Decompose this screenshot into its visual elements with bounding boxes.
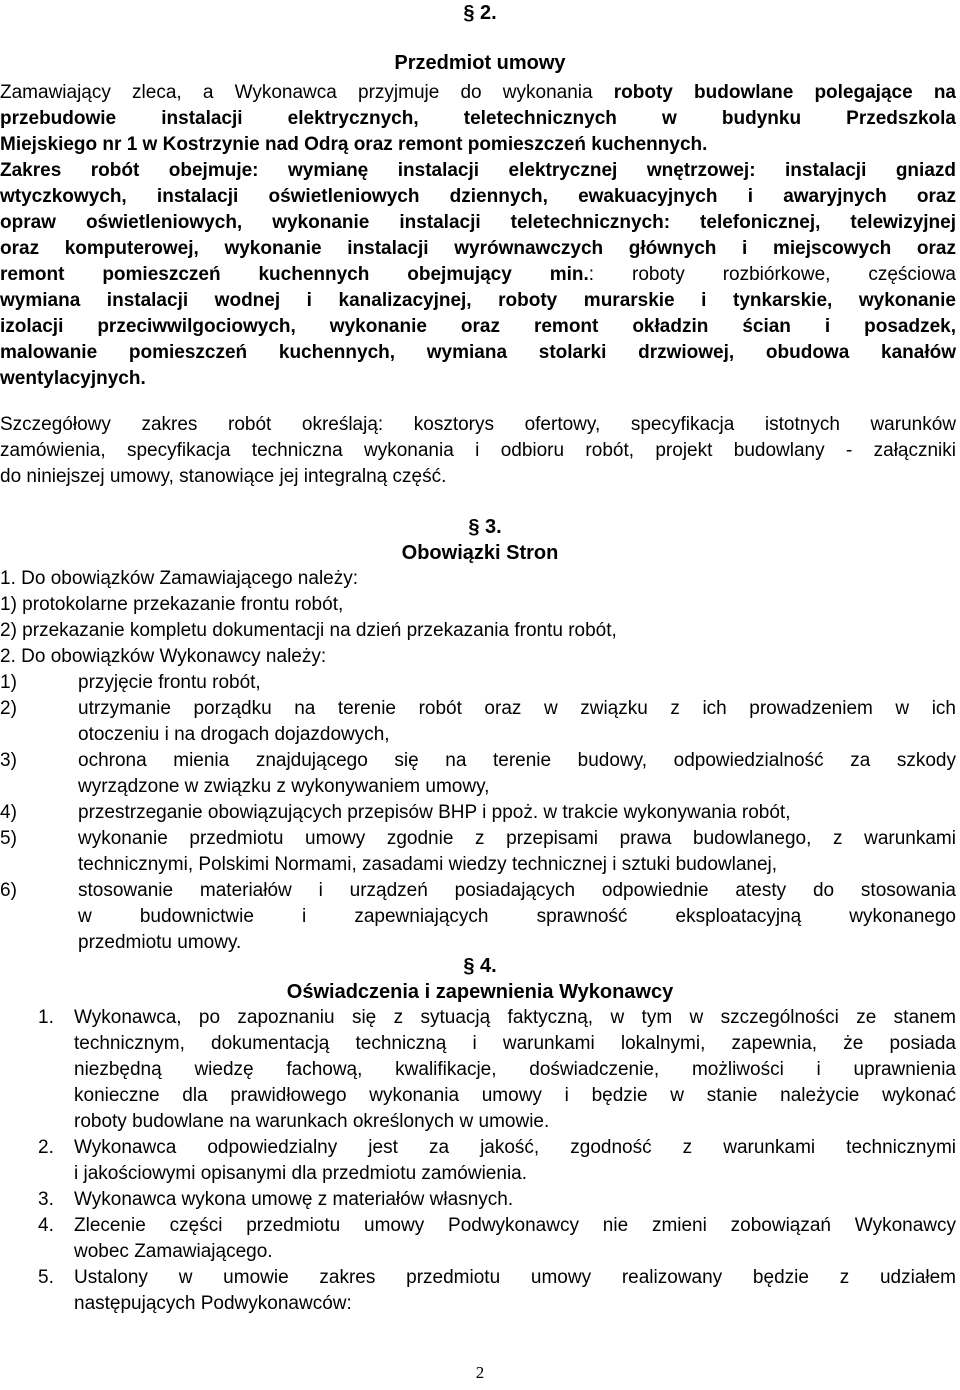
text-run: : roboty rozbiórkowe, częściowa — [588, 264, 956, 285]
item-text-line — [78, 904, 956, 930]
item-number — [0, 696, 17, 722]
item-text-line — [74, 1057, 956, 1083]
text-run: 4) — [0, 802, 17, 823]
text-run: w budownictwie i zapewniających sprawność eksploatacyjną wykonanego — [78, 906, 956, 927]
text-run: wobec Zamawiającego. — [74, 1241, 273, 1262]
text-run: następujących Podwykonawców: — [74, 1293, 352, 1314]
item-text-line — [78, 774, 956, 800]
section-4-title: Oświadczenia i zapewnienia Wykonawcy — [286, 981, 674, 1003]
paragraph-line — [0, 184, 956, 210]
item-number — [38, 1213, 54, 1239]
section-3-heading: § 3. — [468, 516, 502, 538]
text-run: Miejskiego nr 1 w Kostrzynie nad Odrą oraz remont pomieszczeń kuchennych. — [0, 134, 708, 155]
text-run: 2. Do obowiązków Wykonawcy należy: — [0, 646, 327, 667]
text-run: 1. — [38, 1007, 54, 1028]
text-run: przedmiotu umowy. — [78, 932, 242, 953]
item-number — [0, 878, 17, 904]
item-text-line — [78, 696, 956, 722]
section-3-title: Obowiązki Stron — [401, 542, 559, 564]
paragraph-line — [0, 314, 956, 340]
text-run: 3. — [38, 1189, 54, 1210]
text-run: roboty budowlane polegające na — [613, 82, 956, 103]
text-run: przebudowie instalacji elektrycznych, teletechnicznych w budynku Przedszkola — [0, 108, 956, 129]
list-line — [0, 618, 956, 644]
text-run: niezbędną wiedzę fachową, kwalifikacje, doświadczenie, możliwości i uprawnienia — [74, 1059, 956, 1080]
text-run: wentylacyjnych. — [0, 368, 146, 389]
paragraph-line — [0, 262, 956, 288]
list-line — [0, 566, 956, 592]
item-number — [0, 748, 17, 774]
text-run: Szczegółowy zakres robót określają: kosztorys ofertowy, specyfikacja istotnych warunków — [0, 414, 956, 435]
section-4-heading: § 4. — [463, 955, 497, 977]
item-text-line — [74, 1187, 956, 1213]
text-run: 6) — [0, 880, 17, 901]
item-text-line — [78, 722, 956, 748]
text-run: wykonanie przedmiotu umowy zgodnie z przepisami prawa budowlanego, z warunkami — [78, 828, 956, 849]
page-number: 2 — [475, 1363, 485, 1382]
text-run: 5. — [38, 1267, 54, 1288]
item-number — [38, 1005, 54, 1031]
text-run: technicznym, dokumentacją techniczną i warunkami lokalnymi, zapewnia, że posiada — [74, 1033, 956, 1054]
item-text-line — [74, 1291, 956, 1317]
paragraph-line — [0, 158, 956, 184]
text-run: remont pomieszczeń kuchennych obejmujący min. — [0, 264, 589, 285]
paragraph-line — [0, 236, 956, 262]
text-run: izolacji przeciwwilgociowych, wykonanie oraz remont okładzin ścian i posadzek, — [0, 316, 956, 337]
paragraph-line — [0, 80, 956, 106]
paragraph-line — [0, 412, 956, 438]
text-run: 3) — [0, 750, 17, 771]
text-run: Wykonawca wykona umowę z materiałów własnych. — [74, 1189, 514, 1210]
list-line — [0, 592, 956, 618]
paragraph-line — [0, 210, 956, 236]
text-run: ochrona mienia znajdującego się na terenie budowy, odpowiedzialność za szkody — [78, 750, 956, 771]
text-run: 1) — [0, 672, 17, 693]
text-run: 2) — [0, 698, 17, 719]
text-run: wymiana instalacji wodnej i kanalizacyjnej, roboty murarskie i tynkarskie, wykonanie — [0, 290, 956, 311]
text-run: przyjęcie frontu robót, — [78, 672, 261, 693]
paragraph-line — [0, 132, 956, 158]
text-run: stosowanie materiałów i urządzeń posiadających odpowiednie atesty do stosowania — [78, 880, 956, 901]
item-text-line — [74, 1239, 956, 1265]
paragraph-line — [0, 438, 956, 464]
text-run: 5) — [0, 828, 17, 849]
paragraph-line — [0, 106, 956, 132]
text-run: wtyczkowych, instalacji oświetleniowych dziennych, ewakuacyjnych i awaryjnych oraz — [0, 186, 956, 207]
item-text-line — [74, 1005, 956, 1031]
text-run: wyrządzone w związku z wykonywaniem umowy, — [78, 776, 490, 797]
item-text-line — [74, 1213, 956, 1239]
text-run: Wykonawca, po zapoznaniu się z sytuacją faktyczną, w tym w szczególności ze stanem — [74, 1007, 956, 1028]
text-run: otoczeniu i na drogach dojazdowych, — [78, 724, 390, 745]
item-text-line — [74, 1031, 956, 1057]
text-run: opraw oświetleniowych, wykonanie instalacji teletechnicznych: telefonicznej, telewizyjnej — [0, 212, 956, 233]
text-run: Zakres robót obejmuje: wymianę instalacji elektrycznej wnętrzowej: instalacji gniazd — [0, 160, 956, 181]
text-run: 1. Do obowiązków Zamawiającego należy: — [0, 568, 359, 589]
item-text-line — [74, 1109, 956, 1135]
text-run: utrzymanie porządku na terenie robót oraz w związku z ich prowadzeniem w ich — [78, 698, 956, 719]
item-text-line — [74, 1083, 956, 1109]
item-text-line — [74, 1135, 956, 1161]
paragraph-line — [0, 366, 956, 392]
section-2-title: Przedmiot umowy — [394, 52, 566, 74]
text-run: Zamawiający zleca, a Wykonawca przyjmuje do wykonania — [0, 82, 614, 103]
text-run: malowanie pomieszczeń kuchennych, wymiana stolarki drzwiowej, obudowa kanałów — [0, 342, 956, 363]
text-run: konieczne dla prawidłowego wykonania umowy i będzie w stanie należycie wykonać — [74, 1085, 956, 1106]
item-number — [38, 1135, 54, 1161]
paragraph-line — [0, 340, 956, 366]
text-run: 4. — [38, 1215, 54, 1236]
text-run: oraz komputerowej, wykonanie instalacji wyrównawczych głównych i miejscowych oraz — [0, 238, 956, 259]
text-run: przestrzeganie obowiązujących przepisów BHP i ppoż. w trakcie wykonywania robót, — [78, 802, 791, 823]
text-run: 2. — [38, 1137, 54, 1158]
item-text-line — [78, 826, 956, 852]
text-run: zamówienia, specyfikacja techniczna wykonania i odbioru robót, projekt budowlany - załączniki — [0, 440, 956, 461]
text-run: Ustalony w umowie zakres przedmiotu umowy realizowany będzie z udziałem — [74, 1267, 956, 1288]
item-text-line — [78, 748, 956, 774]
list-line — [0, 644, 956, 670]
text-run: technicznymi, Polskimi Normami, zasadami wiedzy technicznej i sztuki budowlanej, — [78, 854, 778, 875]
item-number — [38, 1265, 54, 1291]
paragraph-line — [0, 288, 956, 314]
text-run: 2) przekazanie kompletu dokumentacji na dzień przekazania frontu robót, — [0, 620, 617, 641]
item-text-line — [78, 670, 956, 696]
item-text-line — [74, 1161, 956, 1187]
item-text-line — [78, 878, 956, 904]
section-2-heading: § 2. — [463, 2, 497, 24]
item-text-line — [78, 852, 956, 878]
text-run: roboty budowlane na warunkach określonych w umowie. — [74, 1111, 550, 1132]
item-number — [38, 1187, 54, 1213]
text-run: 1) protokolarne przekazanie frontu robót, — [0, 594, 344, 615]
item-text-line — [78, 800, 956, 826]
text-run: Zlecenie części przedmiotu umowy Podwykonawcy nie zmieni zobowiązań Wykonawcy — [74, 1215, 956, 1236]
item-text-line — [74, 1265, 956, 1291]
text-run: do niniejszej umowy, stanowiące jej integralną część. — [0, 466, 447, 487]
text-run: i jakościowymi opisanymi dla przedmiotu zamówienia. — [74, 1163, 528, 1184]
paragraph-line — [0, 464, 956, 490]
item-number — [0, 800, 17, 826]
item-number — [0, 826, 17, 852]
text-run: Wykonawca odpowiedzialny jest za jakość, zgodność z warunkami technicznymi — [74, 1137, 956, 1158]
item-number — [0, 670, 17, 696]
